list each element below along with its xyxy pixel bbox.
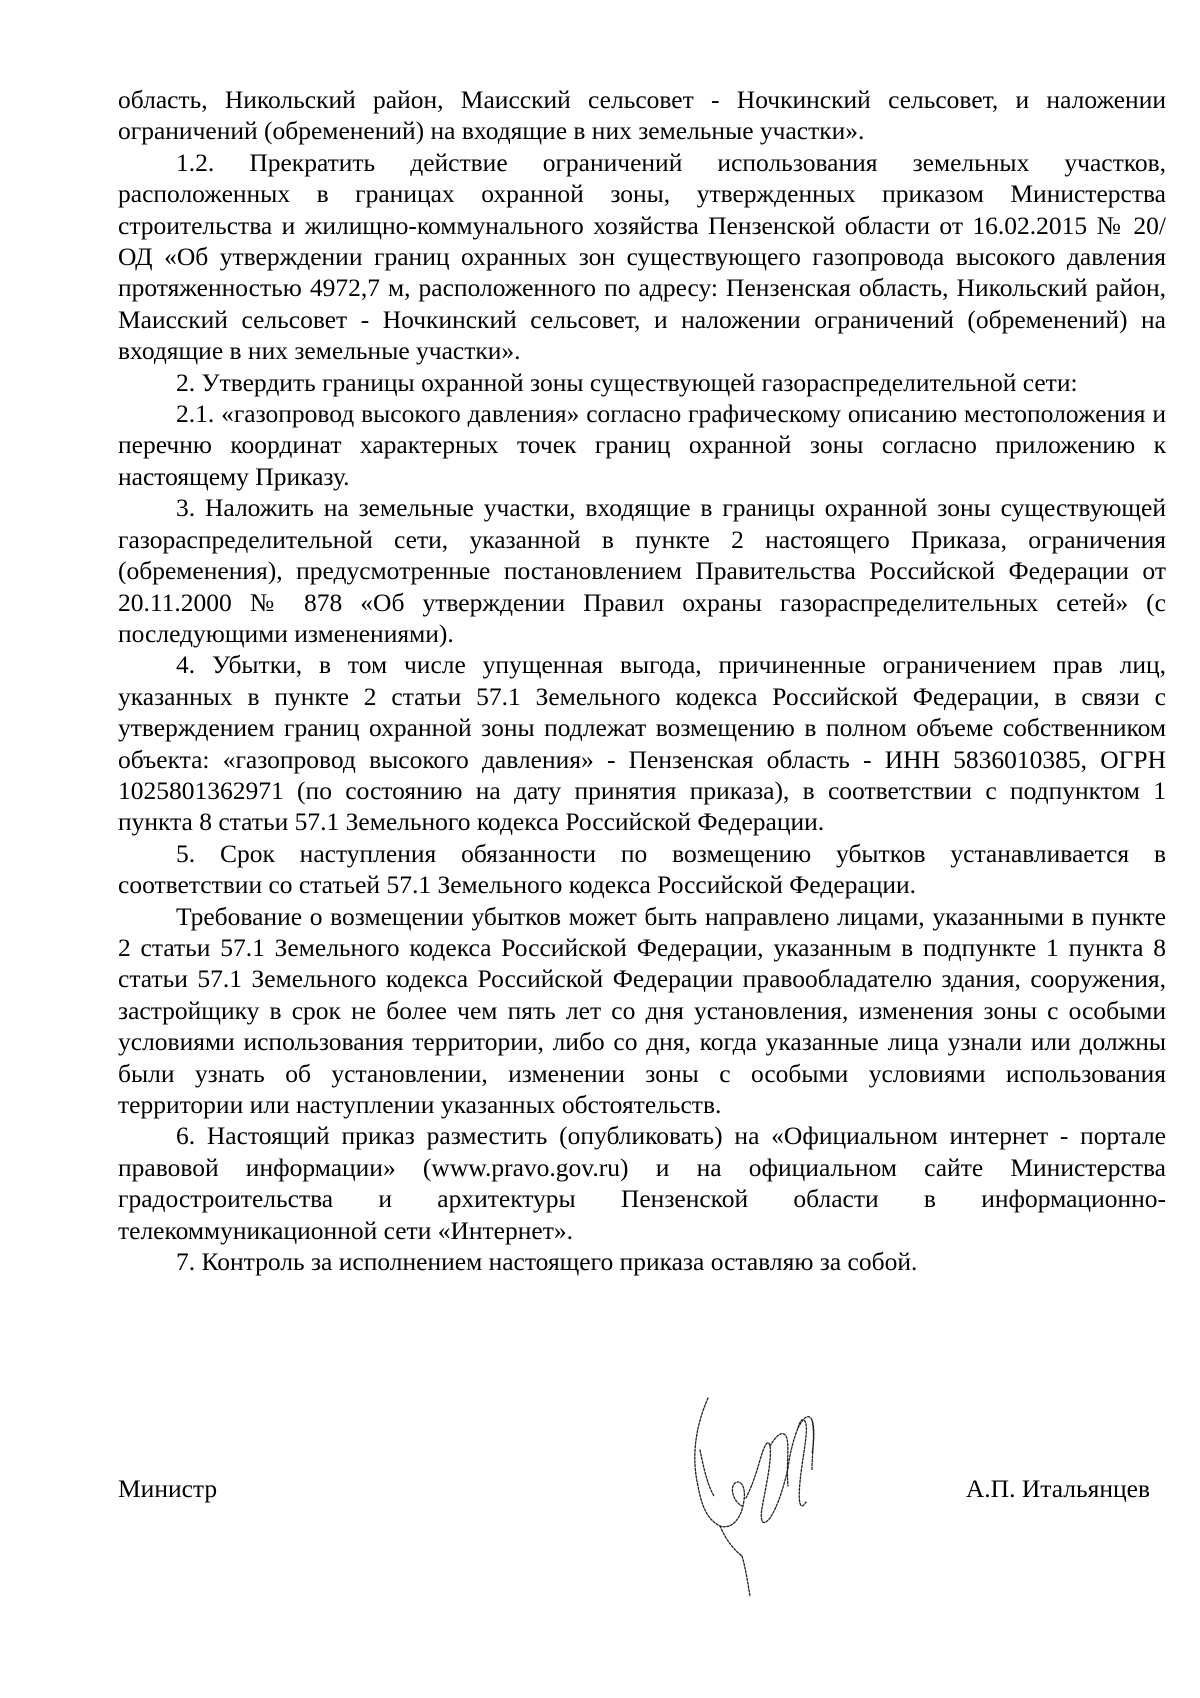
paragraph-5-requirement: Требование о возмещении убытков может быть направлено лицами, указанными в пункте 2 статьи 57.1 Земельного кодекса Российской Федерации, указанным в подпункте 1 пункта 8 статьи 57.1 Земельного кодекса Российской Федерации правообладателю здания, сооружения, застройщику в срок не более чем пять лет со дня установления, изменения зоны с особыми условиями использования территории, либо со дня, когда указанные лица узнали или должны были узнать об установлении, изменении зоны с особыми условиями использования территории или наступлении указанных обстоятельств. [118,901,1166,1119]
signature-block [118,1465,1166,1505]
paragraph-3: 3. Наложить на земельные участки, входящие в границы охранной зоны существующей газораспределительной сети, указанной в пункте 2 настоящего Приказа, ограничения (обременения), предусмотренные постановлением Правительства Российской Федерации от 20.11.2000 № 878 «Об утверждении Правил охраны газораспределительных сетей» (с последующими изменениями). [118,493,1166,648]
paragraph-6: 6. Настоящий приказ разместить (опубликовать) на «Официальном интернет - портале правовой информации» (www.pravo.gov.ru) и на официальном сайте Министерства градостроительства и архитектуры Пензенской области в информационно-телекоммуникационной сети «Интернет». [118,1121,1166,1245]
paragraph-continuation: область, Никольский район, Маисский сельсовет - Ночкинский сельсовет, и наложении ограничений (обременений) на входящие в них земельные участки». [118,85,1166,146]
document-body [118,84,1166,1277]
paragraph-1-2: 1.2. Прекратить действие ограничений использования земельных участков, расположенных в границах охранной зоны, утвержденных приказом Министерства строительства и жилищно-коммунального хозяйства Пензенской области от 16.02.2015 № 20/ОД «Об утверждении границ охранных зон существующего газопровода высокого давления протяженностью 4972,7 м, расположенного по адресу: Пензенская область, Никольский район, Маисский сельсовет - Ночкинский сельсовет, и наложении ограничений (обременений) на входящие в них земельные участки». [118,147,1166,366]
paragraph-7: 7. Контроль за исполнением настоящего приказа оставляю за собой. [176,1247,918,1277]
signatory-title: Министр [118,1474,218,1503]
paragraph-2-1: 2.1. «газопровод высокого давления» согласно графическому описанию местоположения и перечню координат характерных точек границ охранной зоны согласно приложению к настоящему Приказу. [118,399,1166,491]
paragraph-2: 2. Утвердить границы охранной зоны существующей газораспределительной сети: [176,367,1078,397]
signatory-name: А.П. Итальянцев [965,1474,1150,1503]
handwritten-signature-icon [690,1390,850,1600]
paragraph-4: 4. Убытки, в том числе упущенная выгода, причиненные ограничением прав лиц, указанных в пункте 2 статьи 57.1 Земельного кодекса Российской Федерации, в связи с утверждением границ охранной зоны подлежат возмещению в полном объеме собственником объекта: «газопровод высокого давления» - Пензенская область - ИНН 5836010385, ОГРН 1025801362971 (по состоянию на дату принятия приказа), в соответствии с подпунктом 1 пункта 8 статьи 57.1 Земельного кодекса Российской Федерации. [118,650,1166,837]
paragraph-5: 5. Срок наступления обязанности по возмещению убытков устанавливается в соответствии со статьей 57.1 Земельного кодекса Российской Федерации. [118,838,1166,900]
